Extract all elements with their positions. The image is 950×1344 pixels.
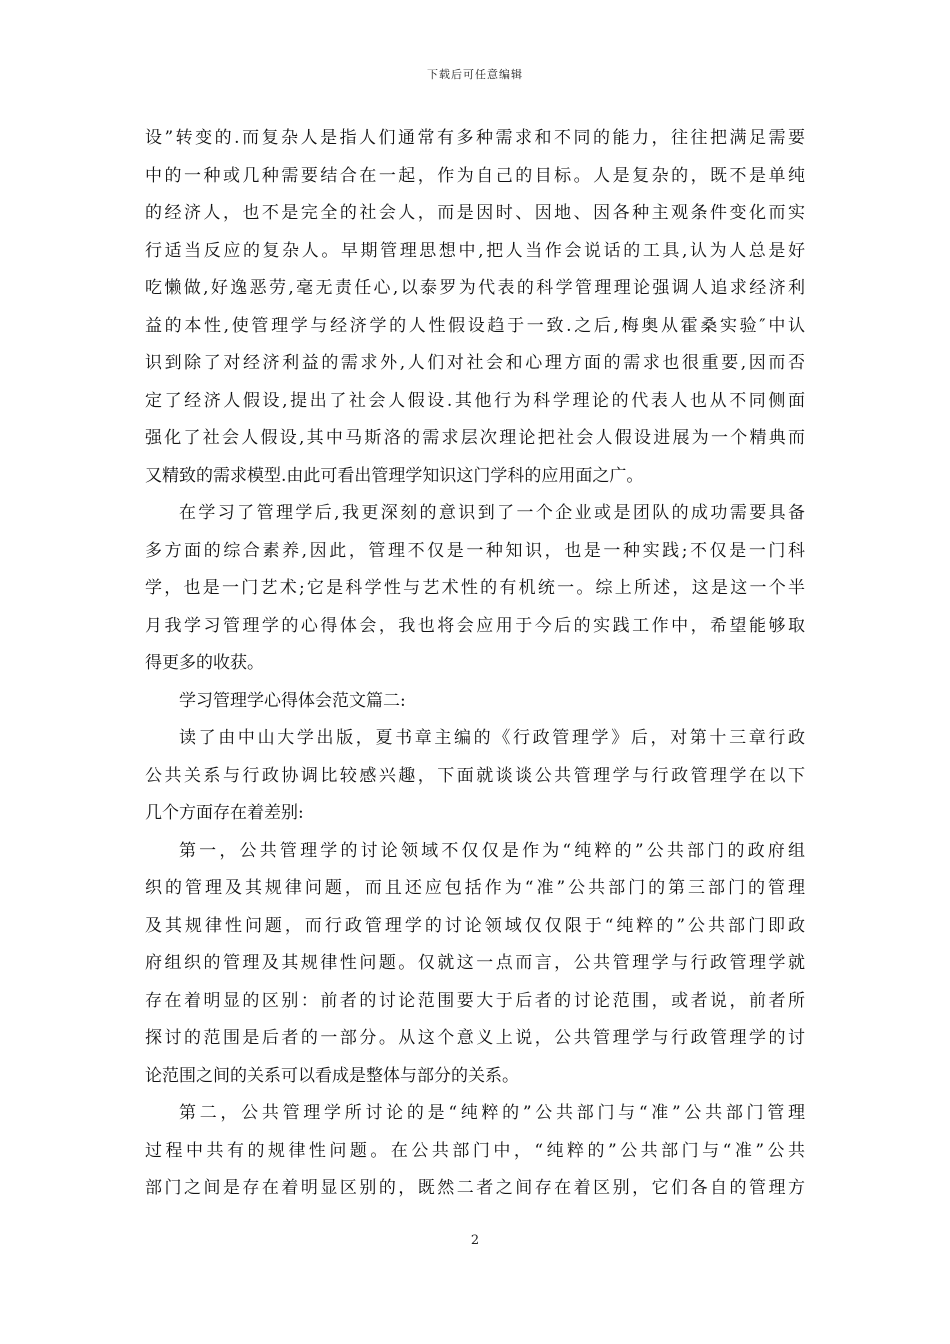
text-line: 行适当反应的复杂人。早期管理思想中,把人当作会说话的工具,认为人总是好: [145, 240, 805, 261]
text-line: 中的一种或几种需要结合在一起，作为自己的目标。人是复杂的，既不是单纯: [145, 165, 805, 186]
text-line: 学习管理学心得体会范文篇二:: [179, 690, 406, 711]
text-line: 织的管理及其规律问题，而且还应包括作为“准”公共部门的第三部门的管理: [145, 878, 805, 898]
text-line: 设”转变的.而复杂人是指人们通常有多种需求和不同的能力，往往把满足需要: [145, 128, 805, 148]
page-number: 2: [470, 1233, 480, 1248]
text-line: 及其规律性问题，而行政管理学的讨论领域仅仅限于“纯粹的”公共部门即政: [145, 915, 805, 936]
text-line: 公共关系与行政协调比较感兴趣，下面就谈谈公共管理学与行政管理学在以下: [145, 765, 805, 786]
text-line: 第一，公共管理学的讨论领域不仅仅是作为“纯粹的”公共部门的政府组: [179, 840, 805, 861]
text-line: 探讨的范围是后者的一部分。从这个意义上说，公共管理学与行政管理学的讨: [145, 1028, 805, 1048]
text-line: 月我学习管理学的心得体会，我也将会应用于今后的实践工作中，希望能够取: [145, 615, 805, 636]
text-line: 论范围之间的关系可以看成是整体与部分的关系。: [145, 1065, 519, 1086]
text-line: 府组织的管理及其规律性问题。仅就这一点而言，公共管理学与行政管理学就: [145, 953, 805, 973]
text-line: 读了由中山大学出版，夏书章主编的《行政管理学》后，对第十三章行政: [179, 728, 805, 748]
text-line: 几个方面存在着差别:: [145, 803, 304, 823]
text-line: 第二，公共管理学所讨论的是“纯粹的”公共部门与“准”公共部门管理: [179, 1103, 805, 1123]
text-line: 在学习了管理学后,我更深刻的意识到了一个企业或是团队的成功需要具备: [179, 503, 805, 523]
text-line: 存在着明显的区别：前者的讨论范围要大于后者的讨论范围，或者说，前者所: [145, 990, 805, 1011]
text-line: 学，也是一门艺术;它是科学性与艺术性的有机统一。综上所述，这是这一个半: [145, 578, 805, 598]
text-line: 吃懒做,好逸恶劳,毫无责任心,以泰罗为代表的科学管理理论强调人追求经济利: [145, 278, 805, 298]
text-line: 定了经济人假设,提出了社会人假设.其他行为科学理论的代表人也从不同侧面: [145, 390, 805, 411]
page-header: 下载后可任意编辑: [427, 68, 523, 81]
text-line: 又精致的需求模型.由此可看出管理学知识这门学科的应用面之广。: [145, 465, 644, 486]
text-line: 识到除了对经济利益的需求外,人们对社会和心理方面的需求也很重要,因而否: [145, 353, 805, 373]
text-line: 部门之间是存在着明显区别的，既然二者之间存在着区别，它们各自的管理方: [145, 1178, 805, 1198]
text-line: 益的本性,使管理学与经济学的人性假设趋于一致.之后,梅奥从霍桑实验″中认: [145, 315, 805, 336]
text-line: 过程中共有的规律性问题。在公共部门中，“纯粹的”公共部门与“准”公共: [145, 1140, 805, 1161]
text-line: 的经济人，也不是完全的社会人，而是因时、因地、因各种主观条件变化而实: [145, 203, 805, 223]
document-body: [145, 120, 805, 1208]
text-line: 多方面的综合素养,因此，管理不仅是一种知识，也是一种实践;不仅是一门科: [145, 540, 805, 561]
text-line: 得更多的收获。: [145, 653, 264, 673]
text-line: 强化了社会人假设,其中马斯洛的需求层次理论把社会人假设进展为一个精典而: [145, 428, 805, 448]
